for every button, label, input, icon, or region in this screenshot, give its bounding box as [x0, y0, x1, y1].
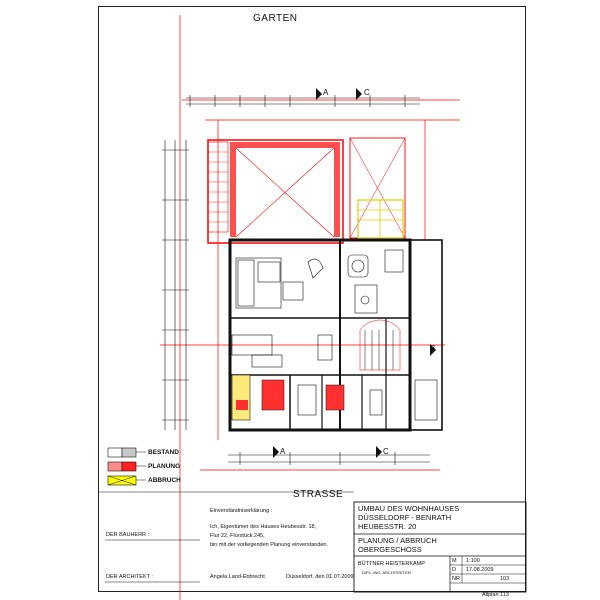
consent-line-3: bin mit der vorliegenden Planung einverstanden. [210, 542, 329, 548]
project-line-2: DÜSSELDORF - BENRATH [358, 513, 452, 522]
section-a-top: A [323, 88, 329, 97]
plan-line-2: OBERGESCHOSS [358, 545, 422, 554]
scale-label: M [452, 558, 457, 564]
new-extension [208, 140, 343, 243]
bauherr-label: DER BAUHERR : [106, 532, 150, 538]
date-label: D [452, 567, 456, 573]
signature-name: Angela Land-Ebbrecht [210, 574, 265, 580]
consent-line-1: Ich, Eigentümer des Hauses Heubesstr. 18, [210, 524, 317, 530]
number-value: 103 [500, 576, 510, 582]
consent-title: Einverständniserklärung : [210, 508, 273, 514]
project-line-1: UMBAU DES WOHNHAUSES [358, 504, 460, 513]
legend-bestand: BESTAND [148, 449, 179, 456]
number-label: NR [452, 576, 460, 582]
office-line-1: BÜTTNER HEISTERKAMP [358, 561, 425, 567]
section-b-label: B [430, 344, 436, 353]
balcony-right [350, 138, 405, 238]
section-c-top: C [364, 88, 370, 97]
legend-abbruch: ABBRUCH [148, 477, 181, 484]
dimension-lines [165, 98, 430, 462]
legend-planung: PLANUNG [148, 463, 181, 470]
section-a-bottom: A [280, 447, 286, 456]
office-line-2: DIPL.-ING. ARCHITEKTEN [362, 570, 411, 575]
section-c-bottom: C [383, 447, 389, 456]
legend-swatches [108, 448, 146, 485]
architekt-label: DER ARCHITEKT : [106, 574, 153, 580]
garden-label: GARTEN [253, 13, 298, 24]
street-label: STRASSE [293, 489, 344, 500]
date-value: 17.08.2009 [466, 567, 494, 573]
scale-value: 1:100 [466, 558, 480, 564]
plan-line-1: PLANUNG / ABBRUCH [358, 536, 437, 545]
project-line-3: HEUBESSTR. 20 [358, 522, 417, 531]
signature-place-date: Düsseldorf, den 01.07.2009 [286, 574, 354, 580]
consent-line-2: Flur 22, Flurstück 245, [210, 533, 265, 539]
software-label: Allplan 113 [482, 592, 509, 598]
